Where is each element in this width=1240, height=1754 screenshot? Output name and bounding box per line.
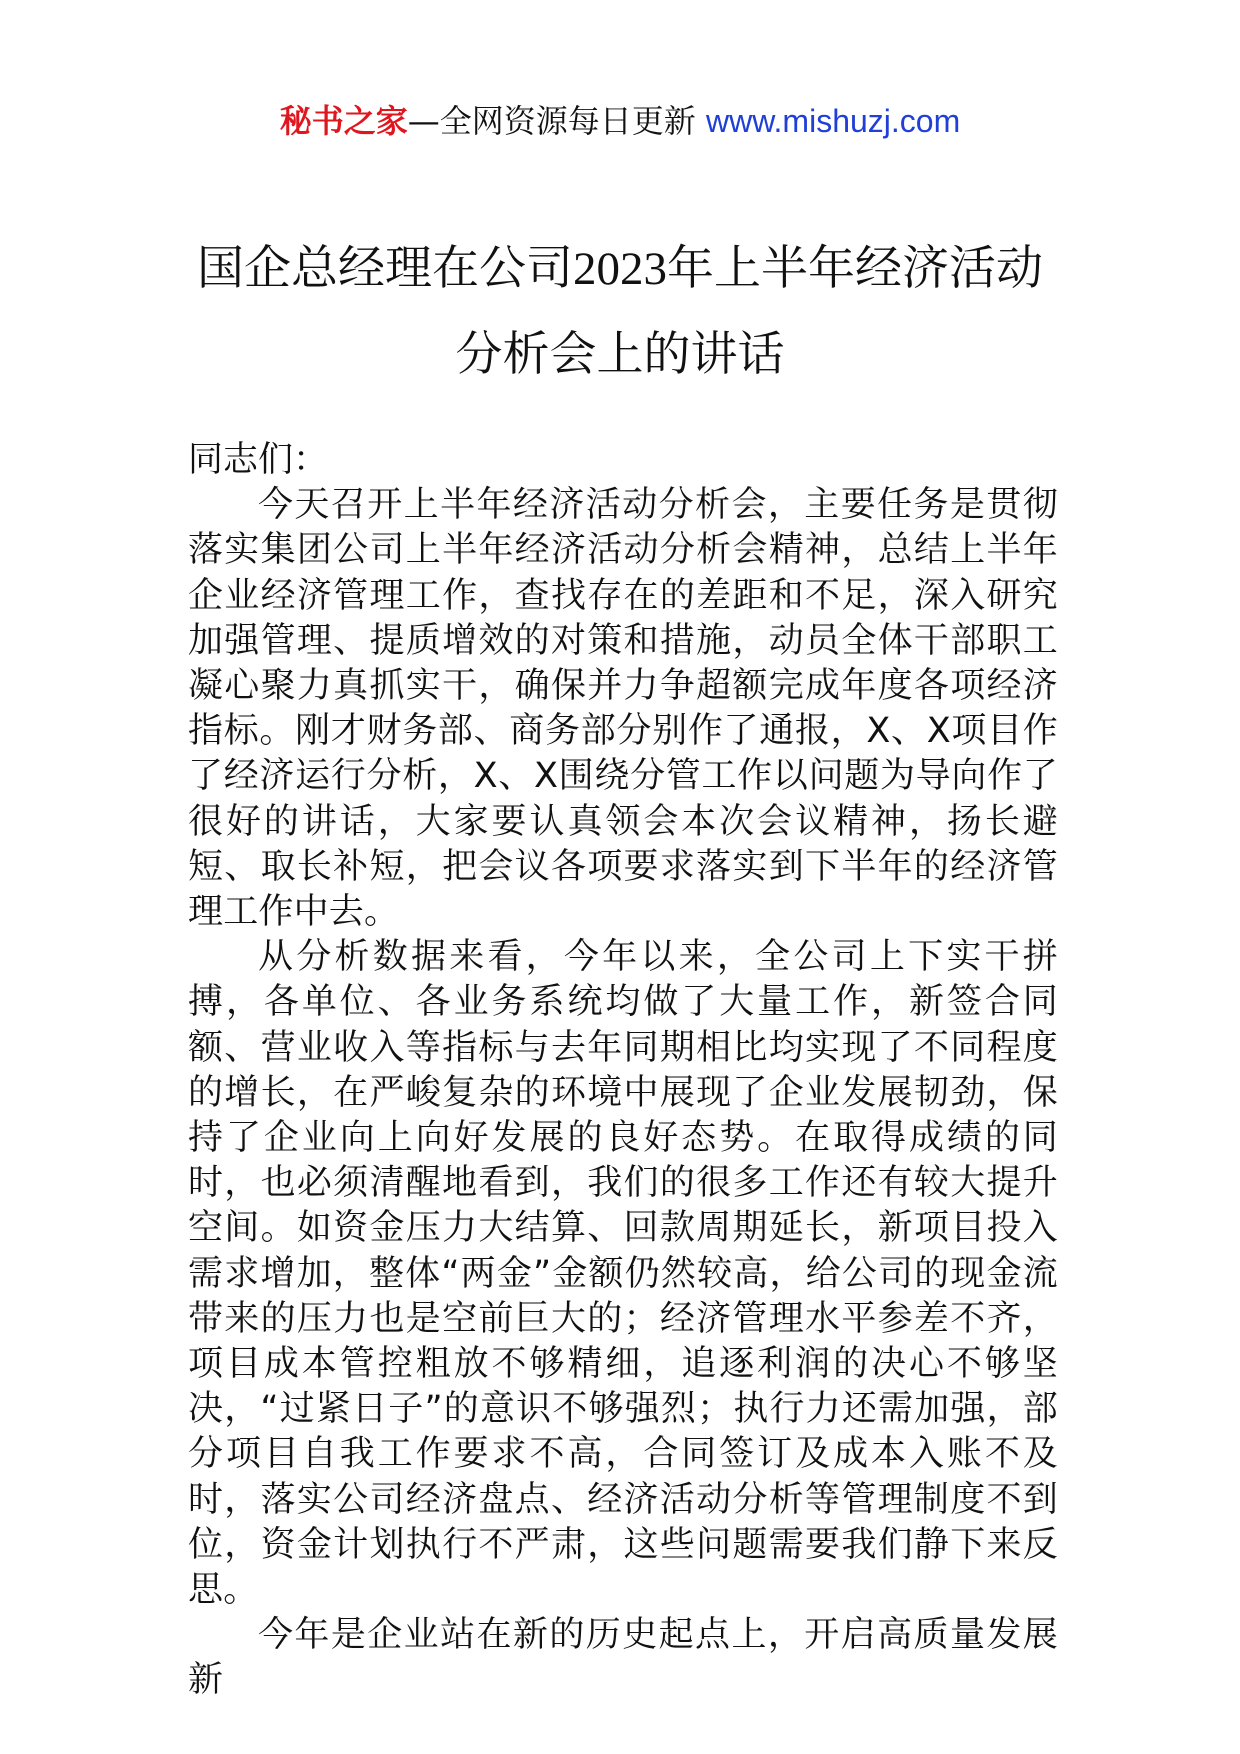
greeting: 同志们：	[188, 440, 329, 480]
title-part-b: 年上半年经济活动	[667, 241, 1043, 296]
site-header	[0, 97, 1240, 145]
document-body	[188, 438, 1058, 1704]
title-year: 2023	[573, 243, 667, 295]
paragraph-2: 从分析数据来看，今年以来，全公司上下实干拼搏，各单位、各业务系统均做了大量工作，新签合同额、营业收入等指标与去年同期相比均实现了不同程度的增长，在严峻复杂的环境中展现了企业发展韧劲，保持了企业向上向好发展的良好态势。在取得成绩的同时，也必须清醒地看到，我们的很多工作还有较大提升空间。如资金压力大结算、回款周期延长，新项目投入需求增加，整体“两金”金额仍然较高，给公司的现金流带来的压力也是空前巨大的；经济管理水平参差不齐，项目成本管控粗放不够精细，追逐利润的决心不够坚决，“过紧日子”的意识不够强烈；执行力还需加强，部分项目自我工作要求不高，合同签订及成本入账不及时，落实公司经济盘点、经济活动分析等管理制度不到位，资金计划执行不严肃，这些问题需要我们静下来反思。	[188, 937, 1058, 1611]
site-brand: 秘书之家	[279, 102, 408, 140]
paragraph-3: 今年是企业站在新的历史起点上，开启高质量发展新	[188, 1615, 1058, 1701]
document-title	[0, 226, 1240, 398]
site-url-link[interactable]: www.mishuzj.com	[705, 103, 961, 139]
title-line-1	[0, 226, 1240, 312]
site-slogan: —全网资源每日更新	[407, 102, 696, 140]
title-line-2: 分析会上的讲话	[455, 327, 785, 382]
title-part-a: 国企总经理在公司	[197, 241, 573, 296]
paragraph-1: 今天召开上半年经济活动分析会，主要任务是贯彻落实集团公司上半年经济活动分析会精神，总结上半年企业经济管理工作，查找存在的差距和不足，深入研究加强管理、提质增效的对策和措施，动员全体干部职工凝心聚力真抓实干，确保并力争超额完成年度各项经济指标。刚才财务部、商务部分别作了通报，X、X项目作了经济运行分析，X、X围绕分管工作以问题为导向作了很好的讲话，大家要认真领会本次会议精神，扬长避短、取长补短，把会议各项要求落实到下半年的经济管理工作中去。	[188, 485, 1058, 933]
